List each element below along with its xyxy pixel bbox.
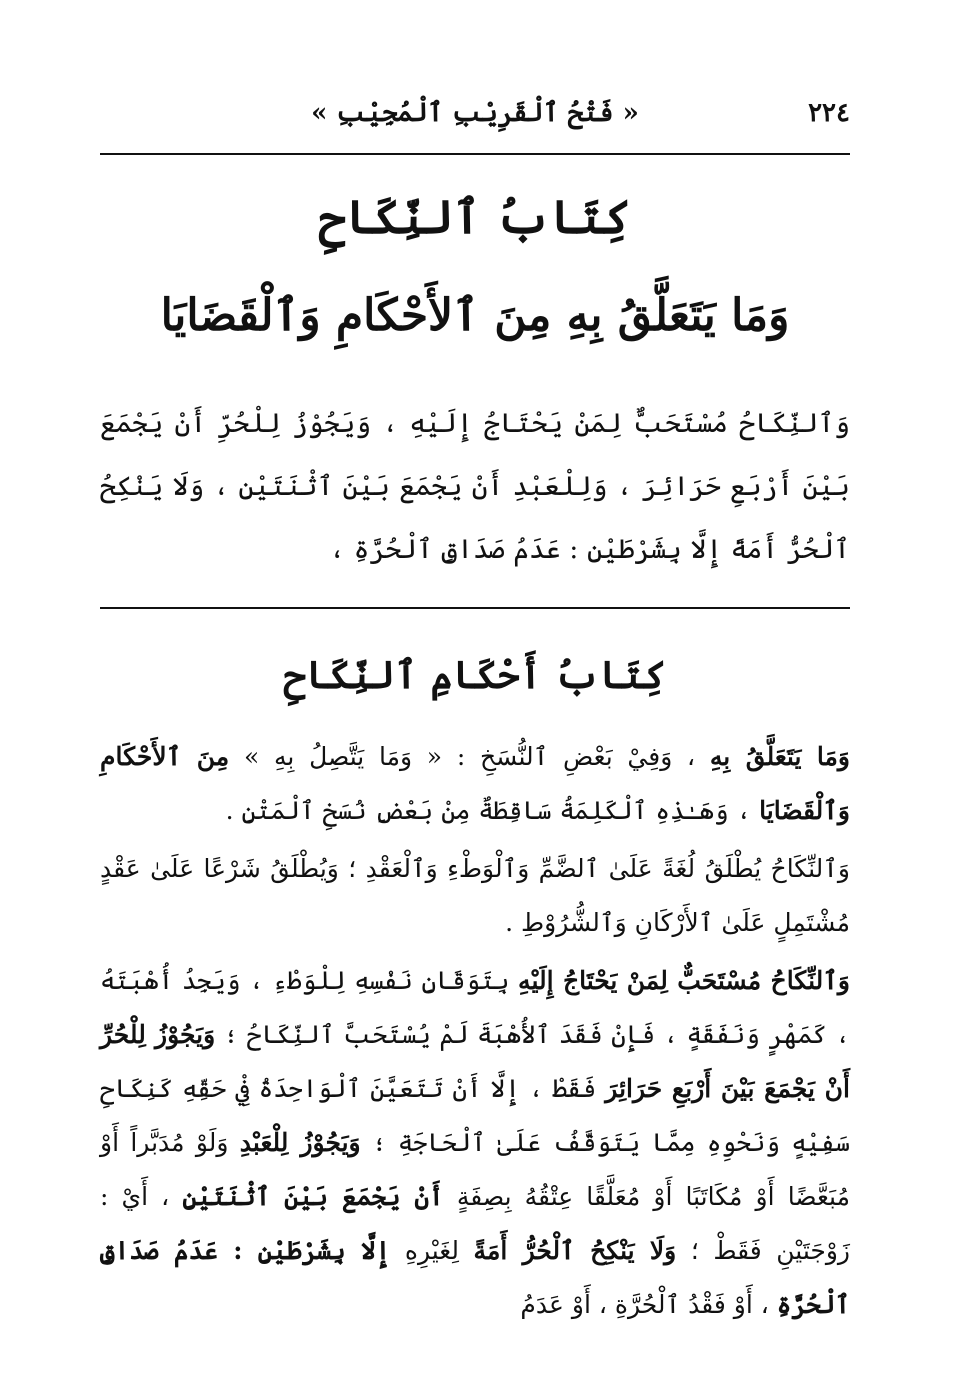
sharh-chapter-title: كِتَابُ أَحْكَامِ ٱلنِّكَاحِ	[283, 652, 667, 697]
matn-text	[100, 392, 850, 581]
sharh-text	[100, 730, 850, 1332]
sharh-paragraph-2	[100, 842, 850, 950]
matn-quote: وَمَا يَتَعَلَّقُ بِهِ	[709, 742, 851, 771]
matn-quote: وَيَجُوْزُ لِلْحُرِّ أَنْ يَجْمَعَ بَيْنَ أَرْبَعِ حَرَائِرَ	[100, 1020, 850, 1103]
running-title: « فَتْحُ ٱلْقَرِيْبِ ٱلْمُجِيْبِ »	[311, 98, 639, 128]
commentary-text: فَقَطْ ، إِلَّا أَنْ تَتَعَيَّنَ ٱلْوَاحِدَةُ فِيْ حَقِّهِ كَنِكَاحِ سَفِيْهٍ وَنَحْوِهِ مِمَّا يَتَوَقَّفُ عَلَىٰ ٱلْحَاجَةِ ؛	[100, 1074, 850, 1157]
matn-quote: وَيَجُوْزُ لِلْعَبْدِ	[239, 1128, 361, 1157]
sharh-paragraph-3	[100, 954, 850, 1332]
commentary-text: وَلَوْ مُدَبَّراً أَوْ مُبَعَّضًا أَوْ مُكَاتَبًا أَوْ مُعَلَّقًا عِتْقُهُ بِصِفَةٍ	[100, 1128, 850, 1211]
matn-chapter-subtitle: وَمَا يَتَعَلَّقُ بِهِ مِنَ ٱلأَحْكَامِ وَٱلْقَضَايَا	[160, 290, 790, 341]
matn-quote: إِلَّا بِشَرْطَيْنِ : عَدَمُ صَدَاقِ ٱلْحُرَّةِ	[100, 1236, 850, 1319]
matn-chapter-title: كِتَابُ ٱلنِّكَاحِ	[318, 190, 632, 244]
commentary-text: وَٱلنِّكَاحُ يُطْلَقُ لُغَةً عَلَىٰ ٱلضَّمِّ وَٱلْوَطْءِ وَٱلْعَقْدِ ؛ وَيُطْلَقُ شَرْعًا عَلَىٰ عَقْدٍ مُشْتَمِلٍ عَلَىٰ ٱلأَرْكَانِ وَٱلشُّرُوْطِ .	[100, 854, 850, 937]
page-header	[100, 92, 850, 144]
matn-quote: وَٱلنِّكَاحُ مُسْتَحَبٌّ لِمَنْ يَحْتَاجُ إِلَيْهِ	[518, 966, 850, 995]
commentary-text: لِغَيْرِهِ	[390, 1236, 474, 1265]
page-number: ٢٢٤	[808, 98, 850, 128]
commentary-text: ، أَوْ فَقْدُ ٱلْحُرَّةِ ، أَوْ عَدَمُ	[520, 1290, 777, 1319]
matn-quote: أَنْ يَجْمَعَ بَيْنَ ٱثْنَتَيْنِ	[182, 1182, 444, 1211]
matn-paragraph: وَٱلنِّكَاحُ مُسْتَحَبٌّ لِمَنْ يَحْتَاجُ إِلَيْهِ ، وَيَجُوْزُ لِلْحُرِّ أَنْ يَجْمَعَ بَيْنَ أَرْبَعِ حَرَائِرَ ، وَلِلْعَبْدِ أَنْ يَجْمَعَ بَيْنَ ٱثْنَتَيْنِ ، وَلَا يَنْكِحُ ٱلْحُرُّ أَمَةً إِلَّا بِشَرْطَيْنِ : عَدَمُ صَدَاقِ ٱلْحُرَّةِ ،	[100, 408, 850, 565]
commentary-text: ، أَيْ : زَوْجَتَيْنِ فَقَطْ ؛	[100, 1182, 850, 1265]
header-divider	[100, 153, 850, 155]
matn-quote: وَلَا يَنْكِحُ ٱلْحُرُّ أَمَةً	[473, 1236, 677, 1265]
commentary-text: ، وَفِيْ بَعْضِ ٱلنُّسَخِ : « وَمَا يَتَّصِلُ بِهِ »	[229, 742, 710, 771]
matn-sharh-divider	[100, 607, 850, 609]
matn-quote: مِنَ ٱلأَحْكَامِ وَٱلْقَضَايَا	[100, 742, 850, 825]
commentary-text: ، وَهَـٰذِهِ ٱلْكَلِمَةُ سَاقِطَةٌ مِنْ بَعْضِ نُسَخِ ٱلْمَتْنِ .	[225, 796, 760, 825]
commentary-text: بِتَوَقَانِ نَفْسِهِ لِلْوَطْءِ ، وَيَجِدُ أُهْبَتَهُ ، كَمَهْرٍ وَنَفَقَةٍ ، فَإِنْ فَقَدَ ٱلأُهْبَةَ لَمْ يُسْتَحَبَّ ٱلنِّكَاحُ ؛	[100, 966, 850, 1049]
sharh-paragraph-1	[100, 730, 850, 838]
